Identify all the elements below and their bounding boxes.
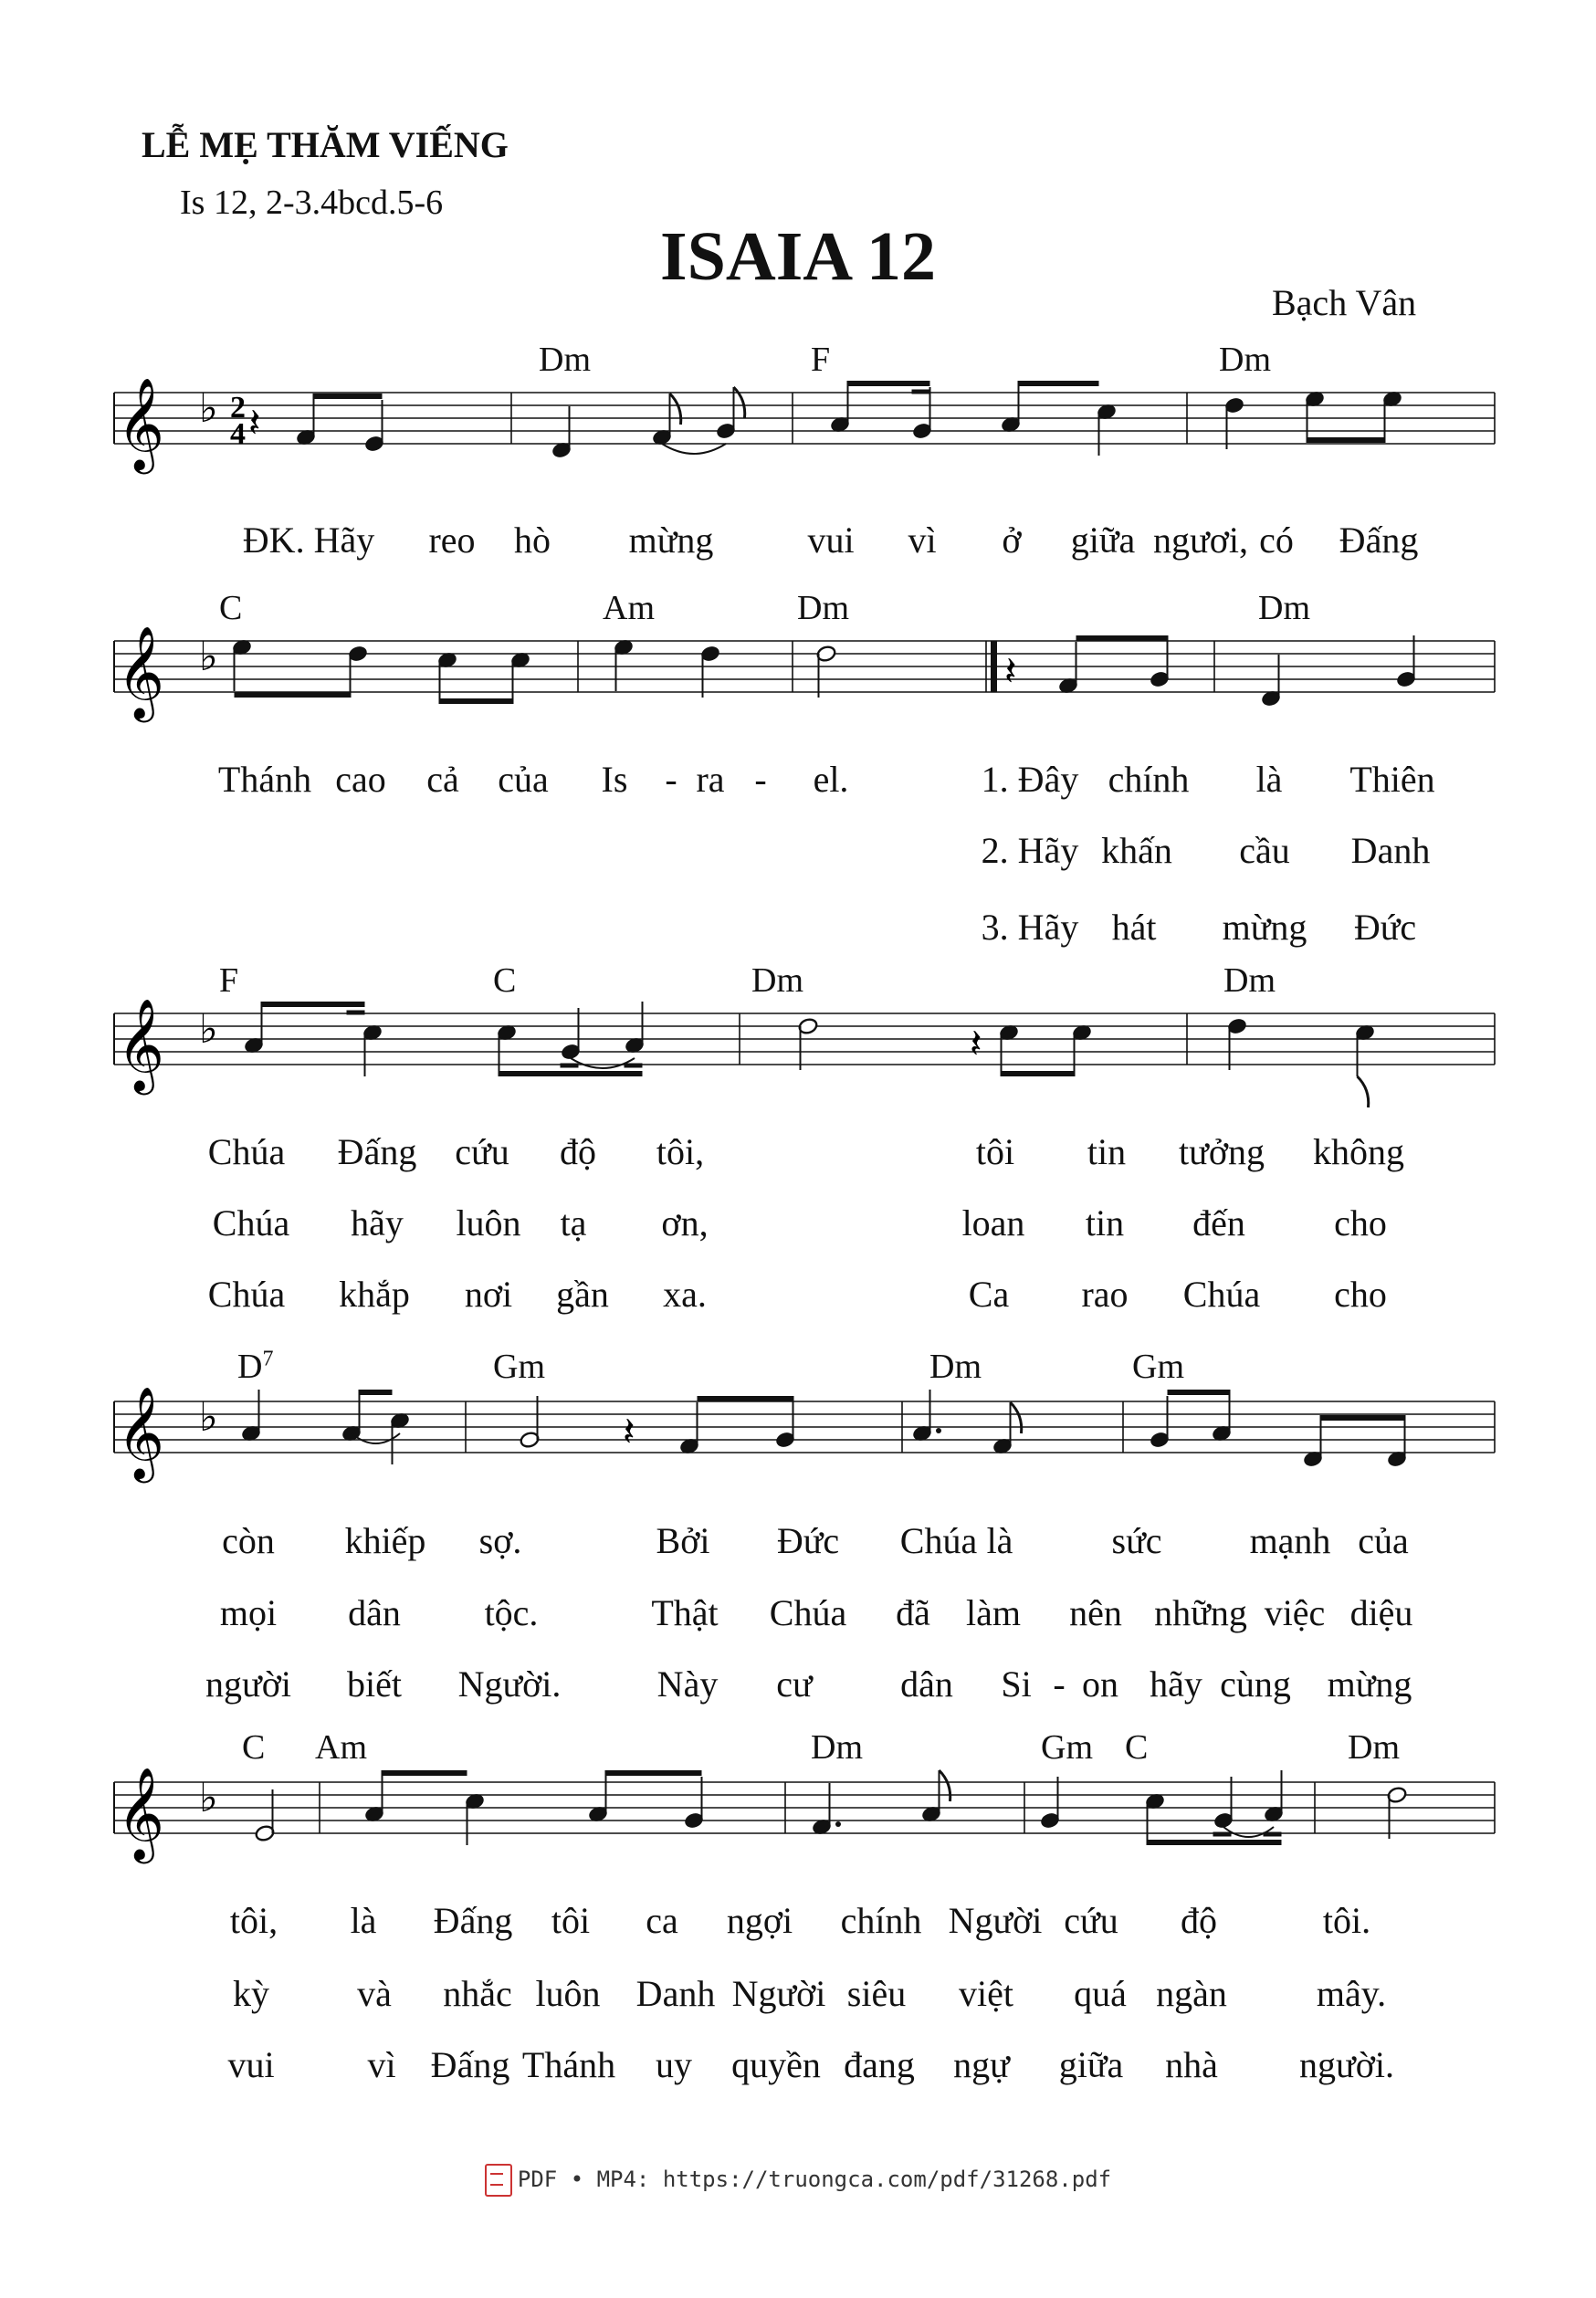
- lyric-syllable: Người: [948, 1900, 1043, 1941]
- lyric-syllable: cho: [1334, 1202, 1387, 1243]
- lyric-syllable: và: [357, 1973, 392, 2014]
- note-beam: [606, 1770, 702, 1776]
- quarter-rest-icon: 𝄽: [1004, 648, 1017, 695]
- lyric-syllable: dân: [348, 1592, 401, 1633]
- slur: [662, 444, 726, 454]
- note-beam: [1168, 1390, 1230, 1395]
- quarter-rest-icon: 𝄽: [623, 1409, 635, 1455]
- lyric-syllable: đang: [844, 2044, 915, 2085]
- lyric-syllable: Người.: [457, 1663, 562, 1705]
- lyric-syllable: còn: [222, 1520, 275, 1561]
- lyric-syllable: el.: [813, 759, 849, 800]
- chord-symbol: Dm: [929, 1348, 982, 1386]
- lyric-syllable: Thánh: [521, 2044, 616, 2085]
- lyric-line: [0, 1663, 1596, 1717]
- chord-symbol: Am: [315, 1728, 367, 1767]
- lyric-syllable: luôn: [456, 1202, 521, 1243]
- lyric-syllable: ngàn: [1156, 1973, 1227, 2014]
- flat-key-signature-icon: ♭: [199, 634, 218, 680]
- lyric-syllable: nên: [1069, 1592, 1122, 1633]
- time-signature-bottom: 4: [230, 417, 246, 451]
- dot: [936, 1428, 941, 1433]
- lyric-syllable: tin: [1087, 1131, 1127, 1172]
- note-flag: [1358, 1076, 1369, 1107]
- lyric-syllable: uy: [656, 2044, 692, 2085]
- lyric-syllable: Thật: [651, 1592, 719, 1633]
- lyric-syllable: Đấng: [433, 1900, 513, 1941]
- lyric-syllable: cư: [776, 1663, 813, 1705]
- lyric-syllable: Chúa: [207, 1274, 286, 1315]
- music-staff: [0, 1347, 1596, 1511]
- lyric-syllable: Chúa: [212, 1202, 290, 1243]
- chord-symbol: Dm: [1223, 961, 1276, 1000]
- lyric-syllable: cho: [1334, 1274, 1387, 1315]
- lyric-syllable: cả: [426, 759, 459, 800]
- lyric-syllable: diệu: [1349, 1592, 1413, 1633]
- lyric-syllable: làm: [966, 1592, 1021, 1633]
- scripture-reference: Is 12, 2-3.4bcd.5-6: [180, 184, 444, 222]
- lyric-syllable: quyền: [731, 2044, 821, 2085]
- lyric-syllable: của: [1358, 1520, 1409, 1561]
- lyric-syllable: vui: [227, 2044, 275, 2085]
- flat-key-signature-icon: ♭: [199, 1775, 218, 1821]
- lyric-syllable: cứu: [1064, 1900, 1118, 1941]
- lyric-syllable: biết: [347, 1663, 402, 1705]
- lyric-syllable: ở: [1002, 519, 1022, 561]
- note-beam: [383, 1770, 467, 1776]
- lyric-syllable: cầu: [1239, 830, 1290, 871]
- lyric-syllable: nhắc: [443, 1973, 512, 2014]
- note-beam: [1076, 635, 1168, 641]
- lyric-syllable: ngợi: [726, 1900, 793, 1941]
- lyric-syllable: vì: [367, 2044, 396, 2085]
- lyric-line: [0, 1201, 1596, 1256]
- note-flag: [670, 393, 681, 425]
- lyric-syllable: cứu: [455, 1131, 509, 1172]
- lyric-syllable: hãy: [1150, 1663, 1202, 1705]
- lyric-syllable: mừng: [628, 519, 714, 561]
- chord-symbol: C: [493, 961, 517, 1000]
- chord-symbol: Dm: [1219, 341, 1271, 379]
- lyric-syllable: luôn: [535, 1973, 601, 2014]
- music-staff: [0, 586, 1596, 750]
- lyric-syllable: đã: [896, 1592, 930, 1633]
- lyric-syllable: sợ.: [478, 1520, 522, 1561]
- lyric-syllable: sức: [1111, 1520, 1162, 1561]
- lyric-syllable: reo: [428, 519, 476, 561]
- lyric-syllable: cùng: [1220, 1663, 1291, 1705]
- chord-symbol: Am: [603, 589, 655, 627]
- lyric-syllable: ơn,: [661, 1202, 709, 1243]
- lyric-syllable: tạ: [560, 1202, 587, 1243]
- flat-key-signature-icon: ♭: [199, 1394, 218, 1441]
- lyric-syllable: loan: [961, 1202, 1025, 1243]
- note-beam: [698, 1396, 793, 1401]
- pdf-file-icon: [485, 2164, 512, 2197]
- lyric-syllable: on: [1082, 1663, 1118, 1705]
- lyric-syllable: ĐK. Hãy: [242, 519, 375, 561]
- note-beam: [1321, 1415, 1405, 1421]
- lyric-syllable: hát: [1111, 907, 1157, 948]
- lyric-syllable: vui: [807, 519, 855, 561]
- lyric-syllable: việt: [959, 1973, 1013, 2014]
- quarter-rest-icon: 𝄽: [970, 1021, 982, 1067]
- feast-title: LỄ MẸ THĂM VIẾNG: [142, 124, 509, 165]
- song-title: ISAIA 12: [660, 218, 936, 295]
- lyric-syllable: Is: [601, 759, 628, 800]
- lyric-syllable: là: [1255, 759, 1283, 800]
- lyric-syllable: -: [665, 759, 677, 800]
- lyric-syllable: khấn: [1101, 830, 1172, 871]
- lyric-syllable: quá: [1074, 1973, 1127, 2014]
- chord-symbol: Gm: [1132, 1348, 1184, 1386]
- lyric-syllable: cao: [335, 759, 386, 800]
- chord-symbol: Dm: [811, 1728, 863, 1767]
- chord-symbol: Dm: [539, 341, 591, 379]
- note-beam: [848, 381, 930, 386]
- note-beam: [314, 393, 383, 399]
- lyric-syllable: siêu: [846, 1973, 907, 2014]
- lyric-syllable: hãy: [351, 1202, 404, 1243]
- chord-symbol: Dm: [1258, 589, 1310, 627]
- chord-symbol: C: [1125, 1728, 1149, 1767]
- lyric-syllable: người.: [1299, 2044, 1394, 2085]
- treble-clef-icon: 𝄞: [117, 624, 165, 719]
- lyric-syllable: Danh: [635, 1973, 716, 2014]
- lyric-syllable: 2. Hãy: [981, 830, 1079, 871]
- note-beam: [1019, 381, 1099, 386]
- note-beam: [1307, 437, 1385, 443]
- lyric-syllable: Si: [1001, 1663, 1032, 1705]
- lyric-syllable: mừng: [1222, 907, 1307, 948]
- lyric-line: [0, 829, 1596, 884]
- treble-clef-icon: 𝄞: [117, 1385, 165, 1479]
- chord-symbol: Dm: [797, 589, 849, 627]
- lyric-syllable: người: [205, 1663, 291, 1705]
- lyric-syllable: Chúa: [1182, 1274, 1261, 1315]
- chord-symbol: Gm: [1041, 1728, 1093, 1767]
- lyric-syllable: khiếp: [344, 1520, 426, 1561]
- lyric-syllable: giữa: [1058, 2044, 1124, 2085]
- lyric-syllable: nơi: [464, 1274, 513, 1315]
- note-flag: [940, 1770, 950, 1801]
- dot: [835, 1821, 841, 1827]
- lyric-syllable: có: [1259, 519, 1294, 561]
- lyric-line: [0, 1519, 1596, 1574]
- lyric-syllable: xa.: [663, 1274, 707, 1315]
- lyric-syllable: Thánh: [217, 759, 312, 800]
- treble-clef-icon: 𝄞: [117, 997, 165, 1091]
- lyric-syllable: Chúa: [899, 1520, 978, 1561]
- music-staff: [0, 338, 1596, 502]
- note-beam: [262, 1002, 365, 1007]
- footer-link[interactable]: [0, 2164, 1596, 2197]
- lyric-line: [0, 1130, 1596, 1185]
- treble-clef-icon: 𝄞: [117, 376, 165, 470]
- lyric-syllable: Bởi: [656, 1520, 710, 1561]
- chord-symbol: Dm: [751, 961, 803, 1000]
- lyric-syllable: Đức: [1353, 907, 1417, 948]
- note-flag: [734, 387, 745, 418]
- lyric-syllable: những: [1154, 1592, 1247, 1633]
- lyric-syllable: tôi: [975, 1131, 1015, 1172]
- flat-key-signature-icon: ♭: [199, 385, 218, 432]
- lyric-syllable: rao: [1081, 1274, 1129, 1315]
- lyric-line: [0, 519, 1596, 573]
- composer: Bạch Vân: [1272, 282, 1417, 323]
- lyric-syllable: mây.: [1316, 1973, 1387, 2014]
- lyric-syllable: gần: [556, 1274, 609, 1315]
- lyric-line: [0, 906, 1596, 960]
- lyric-syllable: -: [754, 759, 767, 800]
- lyric-syllable: 3. Hãy: [981, 907, 1079, 948]
- lyric-syllable: Chúa: [769, 1592, 847, 1633]
- lyric-syllable: tôi.: [1322, 1900, 1371, 1941]
- lyric-syllable: là: [350, 1900, 377, 1941]
- lyric-syllable: Này: [656, 1663, 719, 1705]
- lyric-syllable: Thiên: [1349, 759, 1435, 800]
- lyric-syllable: mạnh: [1249, 1520, 1331, 1561]
- chord-symbol: Gm: [493, 1348, 545, 1386]
- chord-symbol: $D^7$: [237, 1347, 274, 1386]
- lyric-syllable: ra: [696, 759, 725, 800]
- note-beam: [235, 692, 351, 698]
- lyric-syllable: tôi: [551, 1900, 591, 1941]
- lyric-syllable: Người: [731, 1973, 826, 2014]
- lyric-syllable: hò: [514, 519, 551, 561]
- lyric-line: [0, 1972, 1596, 2027]
- lyric-syllable: mừng: [1327, 1663, 1412, 1705]
- lyric-syllable: 1. Đây: [981, 759, 1079, 800]
- lyric-syllable: Danh: [1350, 830, 1431, 871]
- lyric-syllable: mọi: [219, 1592, 278, 1633]
- lyric-syllable: đến: [1192, 1202, 1245, 1243]
- lyric-syllable: ngự: [953, 2044, 1010, 2085]
- lyric-syllable: Chúa: [207, 1131, 286, 1172]
- lyric-syllable: chính: [840, 1900, 922, 1941]
- repeat-bar-line: [991, 641, 997, 692]
- chord-symbol: F: [811, 341, 831, 379]
- lyric-syllable: nhà: [1165, 2044, 1218, 2085]
- lyric-syllable: Đấng: [1339, 519, 1419, 561]
- time-signature-top: 2: [230, 391, 246, 425]
- lyric-syllable: Đức: [776, 1520, 840, 1561]
- lyric-syllable: Ca: [968, 1274, 1010, 1315]
- lyric-syllable: không: [1313, 1131, 1404, 1172]
- lyric-syllable: vì: [908, 519, 937, 561]
- lyric-syllable: tôi,: [656, 1131, 705, 1172]
- music-staff: [0, 959, 1596, 1123]
- lyric-syllable: tin: [1085, 1202, 1125, 1243]
- lyric-syllable: Đấng: [337, 1131, 417, 1172]
- lyric-line: [0, 1591, 1596, 1646]
- lyric-syllable: tôi,: [229, 1900, 278, 1941]
- note-flag: [1011, 1402, 1022, 1433]
- lyric-syllable: độ: [1181, 1900, 1217, 1941]
- lyric-syllable: ngươi,: [1153, 519, 1248, 561]
- lyric-syllable: dân: [900, 1663, 953, 1705]
- chord-symbol: Dm: [1348, 1728, 1400, 1767]
- lyric-syllable: là: [986, 1520, 1013, 1561]
- quarter-rest-icon: 𝄽: [248, 400, 261, 446]
- lyric-line: [0, 1899, 1596, 1954]
- chord-symbol: C: [242, 1728, 266, 1767]
- treble-clef-icon: 𝄞: [117, 1766, 165, 1860]
- lyric-syllable: của: [498, 759, 549, 800]
- lyric-line: [0, 758, 1596, 813]
- note-beam: [360, 1390, 393, 1395]
- music-staff: [0, 1727, 1596, 1892]
- lyric-syllable: khắp: [339, 1274, 410, 1315]
- flat-key-signature-icon: ♭: [199, 1006, 218, 1053]
- lyric-syllable: Đấng: [430, 2044, 510, 2085]
- note-beam: [440, 698, 513, 704]
- chord-symbol: C: [219, 589, 243, 627]
- lyric-syllable: giữa: [1070, 519, 1136, 561]
- lyric-syllable: tưởng: [1179, 1131, 1265, 1172]
- footer-text: PDF • MP4: https://truongca.com/pdf/31268.pdf: [517, 2167, 1112, 2192]
- lyric-syllable: -: [1053, 1663, 1066, 1705]
- lyric-syllable: tộc.: [484, 1592, 539, 1633]
- lyric-syllable: chính: [1108, 759, 1190, 800]
- lyric-syllable: việc: [1264, 1592, 1326, 1633]
- lyric-line: [0, 1273, 1596, 1327]
- note-beam: [499, 1071, 643, 1076]
- note-beam: [1148, 1840, 1282, 1845]
- chord-symbol: F: [219, 961, 239, 1000]
- lyric-syllable: kỳ: [233, 1973, 269, 2014]
- lyric-syllable: độ: [560, 1131, 596, 1172]
- note-beam: [1002, 1071, 1075, 1076]
- lyric-syllable: ca: [646, 1900, 678, 1941]
- lyric-line: [0, 2043, 1596, 2098]
